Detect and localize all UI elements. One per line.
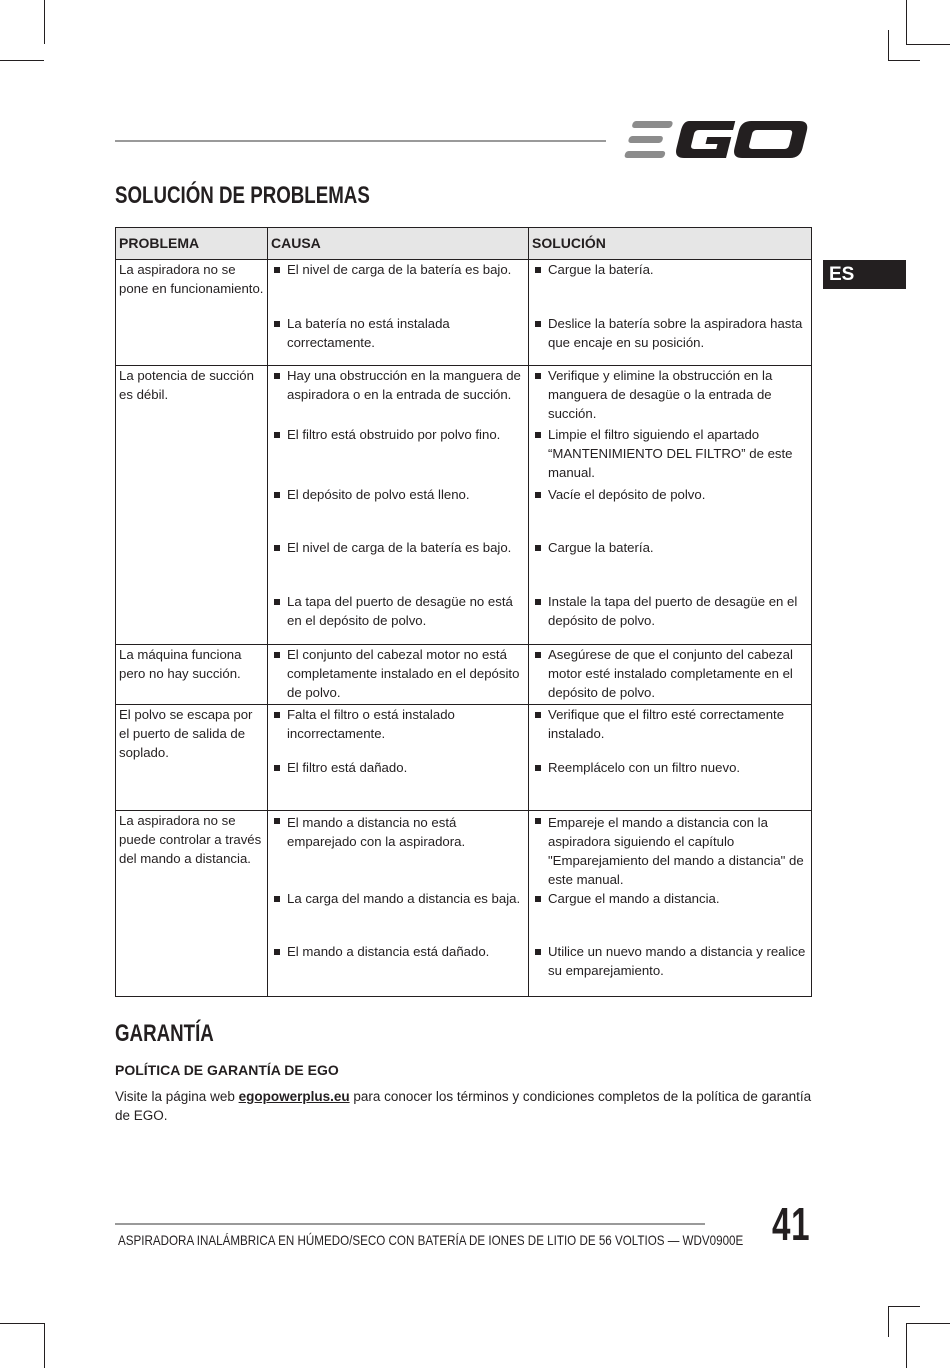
solution-cell bbox=[529, 645, 812, 705]
table-header-row bbox=[116, 228, 812, 260]
solution-item: Instale la tapa del puerto de desagüe en el depósito de polvo. bbox=[529, 592, 811, 630]
solution-item: Empareje el mando a distancia con la aspiradora siguiendo el capítulo "Emparejamiento del mando a distancia" de este manual. bbox=[529, 811, 811, 889]
crop-mark bbox=[44, 1323, 45, 1368]
cause-item: El mando a distancia no está emparejado con la aspiradora. bbox=[268, 811, 528, 889]
crop-mark bbox=[888, 1306, 920, 1307]
footer-product-title: ASPIRADORA INALÁMBRICA EN HÚMEDO/SECO CON BATERÍA DE IONES DE LITIO DE 56 VOLTIOS — WDV0900E bbox=[118, 1232, 744, 1248]
cause-cell bbox=[268, 645, 529, 705]
crop-mark bbox=[0, 60, 44, 61]
crop-mark bbox=[0, 1323, 44, 1324]
cause-item: La carga del mando a distancia es baja. bbox=[268, 889, 528, 942]
warranty-paragraph bbox=[115, 1087, 815, 1125]
solution-cell bbox=[529, 260, 812, 366]
solution-item: Asegúrese de que el conjunto del cabezal motor esté instalado completamente en el depósito de polvo. bbox=[529, 645, 811, 702]
problem-cell: La aspiradora no se pone en funcionamiento. bbox=[116, 260, 268, 366]
solution-item: Utilice un nuevo mando a distancia y realice su emparejamiento. bbox=[529, 942, 811, 980]
cause-item: El mando a distancia está dañado. bbox=[268, 942, 528, 961]
table-row bbox=[116, 705, 812, 811]
crop-mark bbox=[888, 60, 920, 61]
crop-mark bbox=[906, 0, 907, 44]
table-row bbox=[116, 366, 812, 645]
ego-logo bbox=[622, 118, 810, 167]
header-rule bbox=[115, 140, 606, 142]
crop-mark bbox=[888, 30, 889, 61]
cause-cell bbox=[268, 705, 529, 811]
solution-item: Verifique y elimine la obstrucción en la manguera de desagüe o la entrada de succión. bbox=[529, 366, 811, 425]
solution-item: Verifique que el filtro esté correctamente instalado. bbox=[529, 705, 811, 758]
solution-item: Reemplácelo con un filtro nuevo. bbox=[529, 758, 811, 777]
cause-cell bbox=[268, 811, 529, 997]
problem-cell: El polvo se escapa por el puerto de salida de soplado. bbox=[116, 705, 268, 811]
cause-item: Hay una obstrucción en la manguera de aspiradora o en la entrada de succión. bbox=[268, 366, 528, 425]
problem-cell: La aspiradora no se puede controlar a través del mando a distancia. bbox=[116, 811, 268, 997]
problem-cell: La máquina funciona pero no hay succión. bbox=[116, 645, 268, 705]
cause-item: El filtro está dañado. bbox=[268, 758, 528, 777]
solution-item: Cargue el mando a distancia. bbox=[529, 889, 811, 942]
cause-cell bbox=[268, 260, 529, 366]
cause-item: El nivel de carga de la batería es bajo. bbox=[268, 260, 528, 314]
troubleshooting-table bbox=[115, 227, 812, 997]
cause-item: La batería no está instalada correctamente. bbox=[268, 314, 528, 352]
column-header-problem: PROBLEMA bbox=[116, 228, 268, 260]
column-header-cause: CAUSA bbox=[268, 228, 529, 260]
cause-item: La tapa del puerto de desagüe no está en el depósito de polvo. bbox=[268, 592, 528, 630]
solution-item: Vacíe el depósito de polvo. bbox=[529, 485, 811, 538]
ego-logo-mark bbox=[622, 118, 810, 162]
cause-cell bbox=[268, 366, 529, 645]
warranty-text-before: Visite la página web bbox=[115, 1089, 239, 1104]
column-header-solution: SOLUCIÓN bbox=[529, 228, 812, 260]
section-title-troubleshooting: SOLUCIÓN DE PROBLEMAS bbox=[115, 182, 370, 209]
warranty-text-after: para conocer los términos y condiciones completos de la política de garantía de EGO. bbox=[115, 1089, 812, 1123]
crop-mark bbox=[906, 44, 950, 45]
cause-item: El depósito de polvo está lleno. bbox=[268, 485, 528, 538]
solution-item: Limpie el filtro siguiendo el apartado “MANTENIMIENTO DEL FILTRO” de este manual. bbox=[529, 425, 811, 485]
crop-mark bbox=[906, 1323, 907, 1368]
footer-rule bbox=[115, 1223, 705, 1225]
cause-item: Falta el filtro o está instalado incorrectamente. bbox=[268, 705, 528, 758]
crop-mark bbox=[44, 0, 45, 44]
problem-cell: La potencia de succión es débil. bbox=[116, 366, 268, 645]
cause-item: El filtro está obstruido por polvo fino. bbox=[268, 425, 528, 485]
table-row bbox=[116, 811, 812, 997]
table-row bbox=[116, 645, 812, 705]
crop-mark bbox=[888, 1306, 889, 1337]
cause-item: El nivel de carga de la batería es bajo. bbox=[268, 538, 528, 592]
crop-mark bbox=[906, 1323, 950, 1324]
solution-item: Cargue la batería. bbox=[529, 538, 811, 592]
page-number: 41 bbox=[772, 1198, 811, 1250]
warranty-link[interactable]: egopowerplus.eu bbox=[238, 1089, 350, 1104]
solution-item: Deslice la batería sobre la aspiradora hasta que encaje en su posición. bbox=[529, 314, 811, 352]
cause-item: El conjunto del cabezal motor no está completamente instalado en el depósito de polvo. bbox=[268, 645, 528, 702]
solution-cell bbox=[529, 811, 812, 997]
solution-cell bbox=[529, 366, 812, 645]
table-row bbox=[116, 260, 812, 366]
solution-cell bbox=[529, 705, 812, 811]
solution-item: Cargue la batería. bbox=[529, 260, 811, 314]
language-tab: ES bbox=[823, 260, 906, 289]
warranty-subtitle: POLÍTICA DE GARANTÍA DE EGO bbox=[115, 1062, 339, 1078]
section-title-warranty: GARANTÍA bbox=[115, 1020, 214, 1047]
